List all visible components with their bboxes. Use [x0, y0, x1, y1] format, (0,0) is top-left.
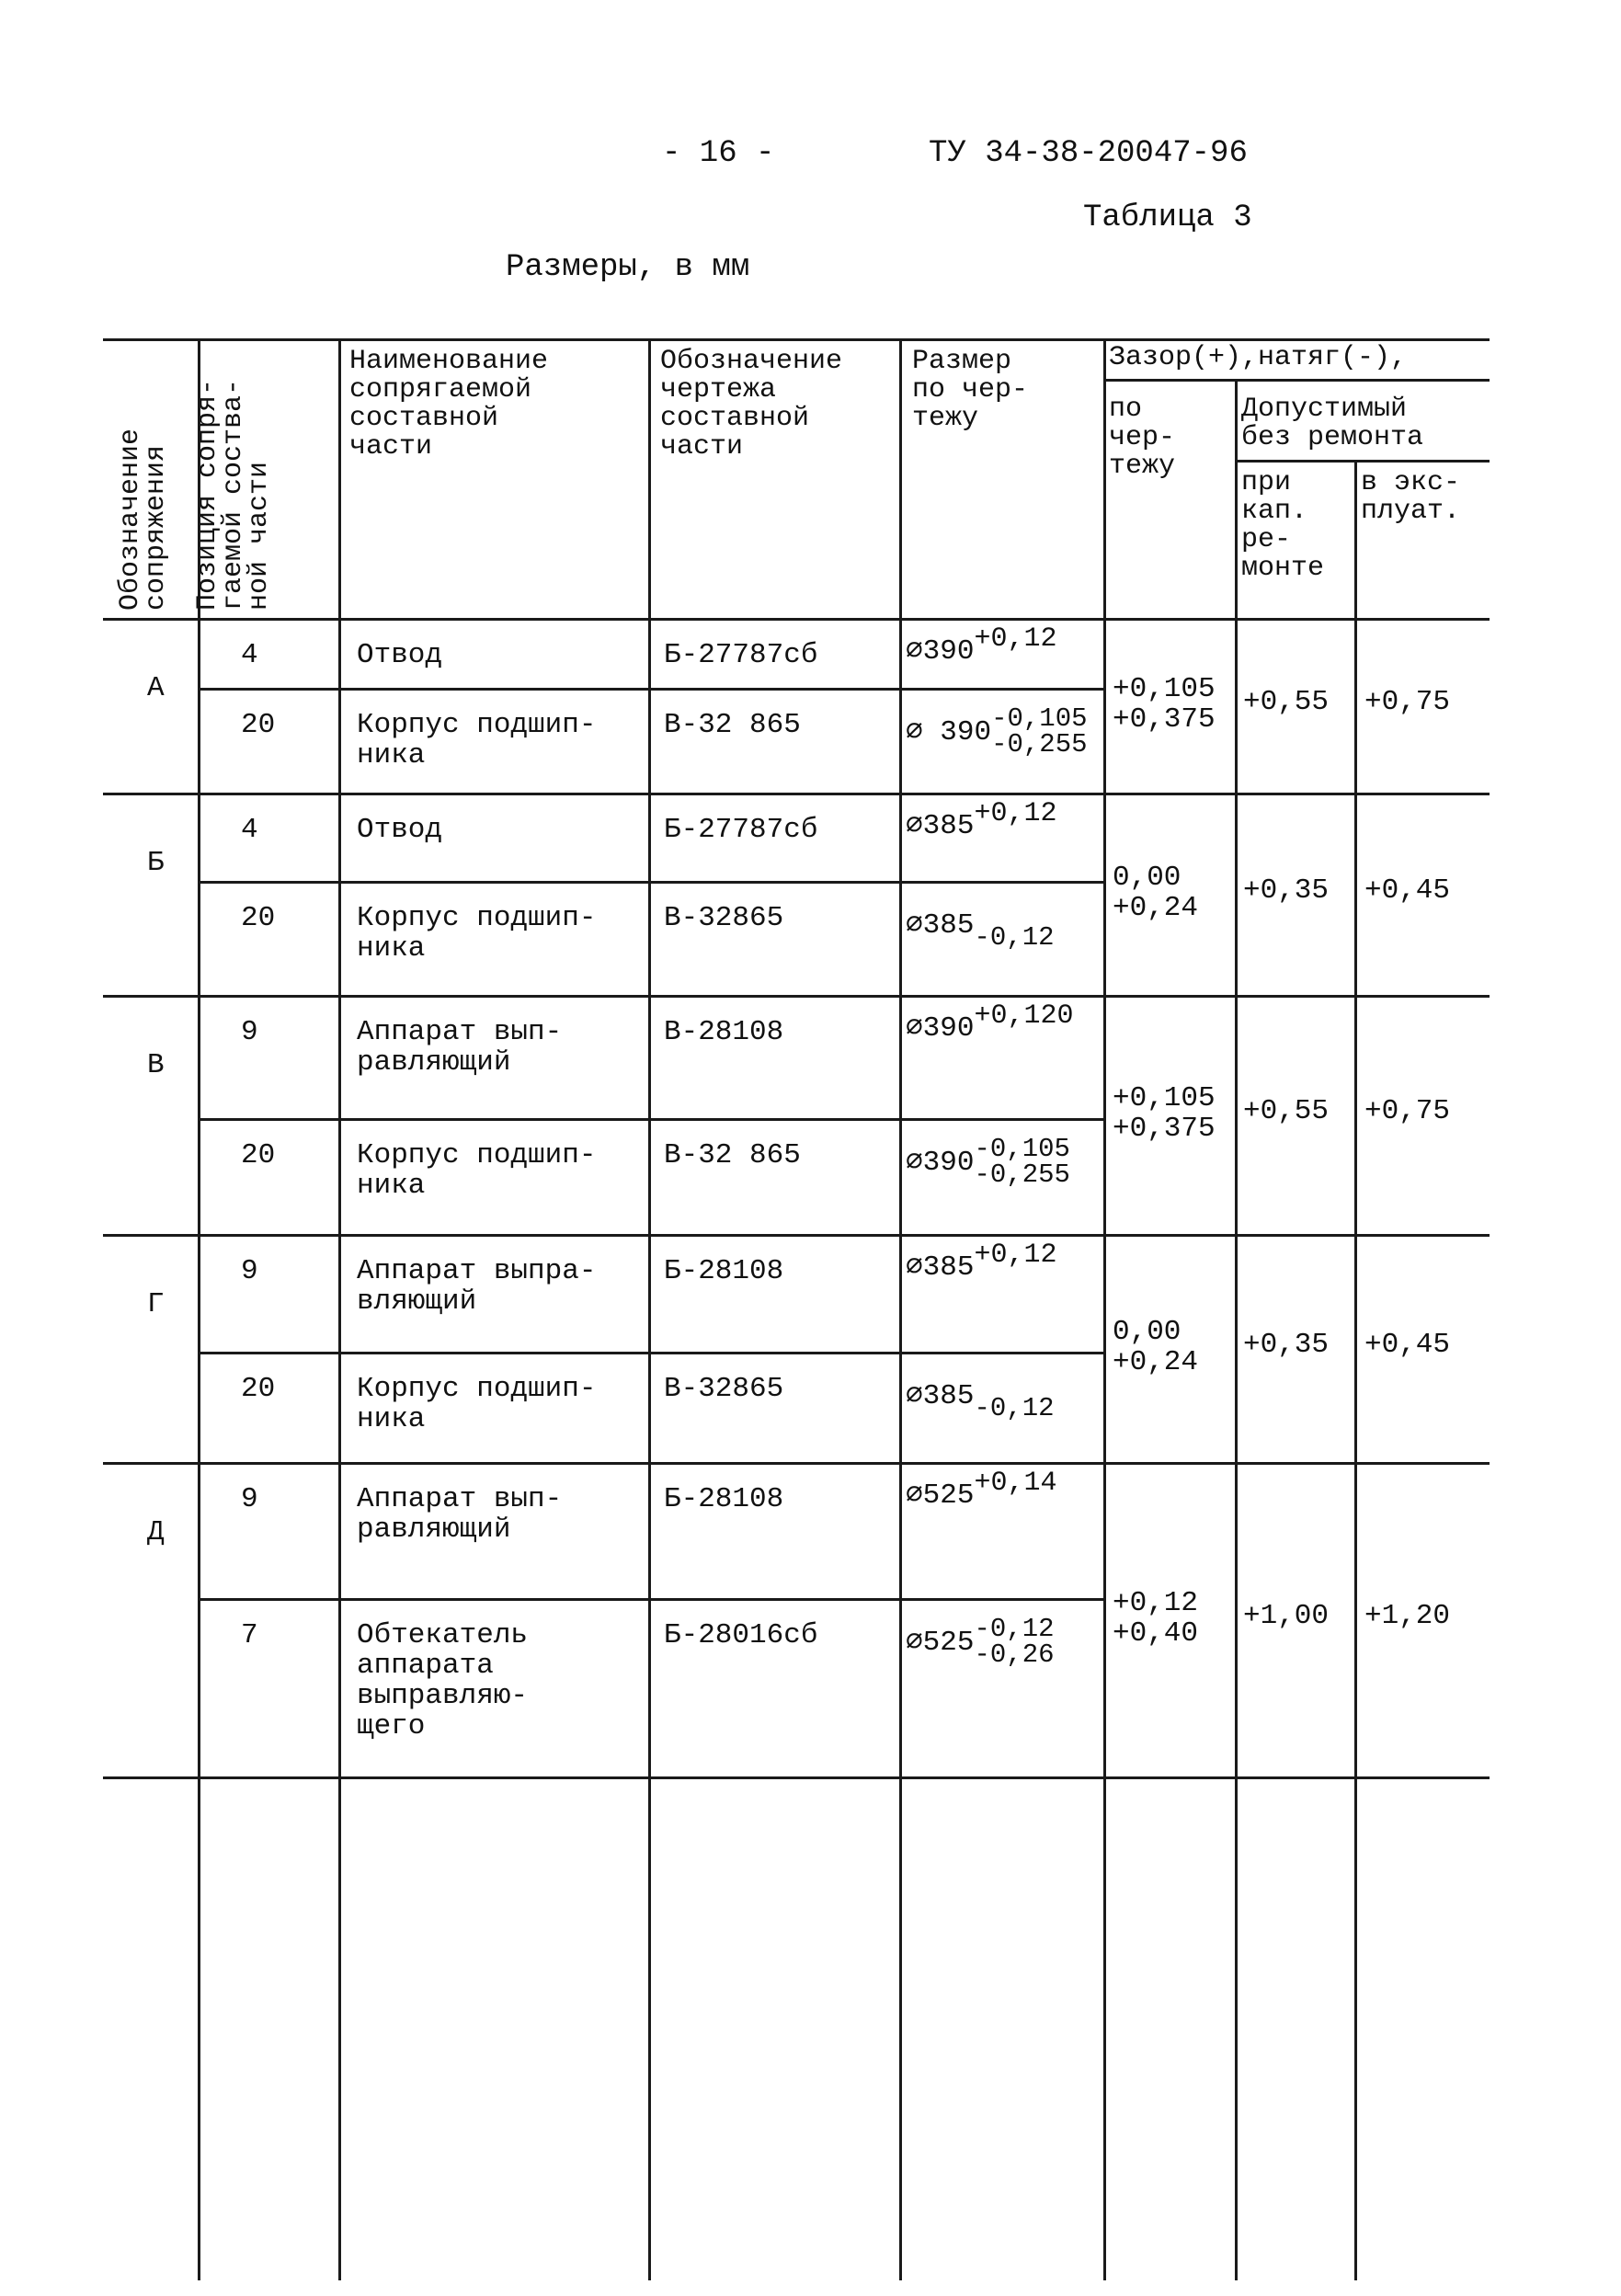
allowed-cap-repair: +0,35 [1243, 1329, 1330, 1361]
header-cap-repair: при кап. ре- монте [1241, 467, 1325, 584]
position-number: 9 [241, 1016, 258, 1048]
size-by-drawing [906, 899, 1055, 951]
header-position: Позиция сопря- гаемой соства- ной части [192, 378, 275, 611]
allowed-cap-repair: +0,55 [1243, 1095, 1330, 1127]
joint-letter: А [147, 672, 165, 704]
column-divider [1235, 379, 1238, 2280]
allowed-cap-repair: +0,35 [1243, 874, 1330, 907]
size-upper-tolerance: -0,105 [974, 1134, 1070, 1164]
size-lower-tolerance: -0,255 [974, 1159, 1070, 1190]
size-upper-tolerance: +0,14 [974, 1468, 1057, 1499]
allowed-in-service: +0,75 [1364, 1095, 1451, 1127]
part-name: Аппарат вып- равляющий [357, 1016, 563, 1079]
drawing-number: В-32 865 [664, 709, 801, 741]
gap-by-drawing: +0,105 +0,375 [1113, 1082, 1216, 1145]
size-base: ⌀ 390 [906, 716, 992, 749]
row-separator [198, 688, 1103, 691]
size-by-drawing [906, 1134, 1070, 1190]
allowed-in-service: +0,75 [1364, 686, 1451, 718]
drawing-number: Б-27787сб [664, 639, 818, 671]
size-tolerance-stack [974, 899, 1054, 951]
table-title: Таблица 3 [1083, 200, 1252, 235]
position-number: 4 [241, 639, 258, 671]
size-base: ⌀385 [906, 1251, 975, 1284]
size-upper-tolerance [974, 1370, 1054, 1396]
row-separator [198, 1118, 1103, 1121]
column-divider [899, 338, 902, 2280]
size-base: ⌀525 [906, 1627, 975, 1660]
size-upper-tolerance [974, 899, 1054, 925]
size-base: ⌀385 [906, 909, 975, 942]
part-name: Аппарат вып- равляющий [357, 1483, 563, 1546]
drawing-number: Б-27787сб [664, 814, 818, 846]
column-divider [338, 338, 341, 2280]
part-name: Отвод [357, 814, 443, 846]
header-size: Размер по чер- тежу [912, 346, 1029, 434]
drawing-number: Б-28108 [664, 1255, 784, 1287]
header-name: Наименование сопрягаемой составной части [349, 346, 549, 463]
size-base: ⌀390 [906, 635, 975, 668]
gap-by-drawing: +0,12 +0,40 [1113, 1587, 1199, 1650]
column-divider [1354, 460, 1357, 2280]
size-upper-tolerance: +0,12 [974, 623, 1057, 655]
allowed-cap-repair: +1,00 [1243, 1600, 1330, 1632]
column-divider [198, 338, 200, 2280]
row-separator [198, 1598, 1103, 1601]
column-divider [648, 338, 651, 2280]
size-lower-tolerance: -0,255 [991, 729, 1088, 760]
header-rule-gap [1103, 379, 1490, 382]
gap-by-drawing: 0,00 +0,24 [1113, 1316, 1199, 1378]
size-lower-tolerance: -0,26 [974, 1639, 1055, 1670]
joint-letter: Г [147, 1288, 165, 1320]
part-name: Корпус подшип- ника [357, 1139, 597, 1202]
header-gap: Зазор(+),натяг(-), [1109, 342, 1408, 373]
position-number: 20 [241, 1373, 276, 1405]
size-by-drawing [906, 1370, 1055, 1422]
size-by-drawing [906, 1239, 1057, 1284]
drawing-number: В-28108 [664, 1016, 784, 1048]
header-in-service: в экс- плуат. [1361, 467, 1461, 527]
header-gap-drawing: по чер- тежу [1109, 394, 1176, 482]
allowed-in-service: +1,20 [1364, 1600, 1451, 1632]
size-upper-tolerance: -0,12 [974, 1614, 1055, 1644]
drawing-number: Б-28108 [664, 1483, 784, 1515]
units-caption: Размеры, в мм [506, 250, 750, 285]
position-number: 20 [241, 1139, 276, 1171]
joint-letter: Б [147, 847, 165, 879]
position-number: 7 [241, 1619, 258, 1651]
drawing-number: В-32 865 [664, 1139, 801, 1171]
column-divider [1103, 338, 1106, 2280]
position-number: 9 [241, 1483, 258, 1515]
size-base: ⌀390 [906, 1012, 975, 1045]
size-lower-tolerance: -0,12 [974, 922, 1055, 953]
header-bottom-border [103, 618, 1490, 621]
header-joint: Обозначение сопряжения [115, 428, 172, 611]
gap-by-drawing: +0,105 +0,375 [1113, 673, 1216, 736]
size-upper-tolerance: +0,120 [974, 1000, 1074, 1032]
allowed-cap-repair: +0,55 [1243, 686, 1330, 718]
part-name: Отвод [357, 639, 443, 671]
group-separator [103, 995, 1490, 998]
part-name: Обтекатель аппарата выправляю- щего [357, 1619, 529, 1742]
header-rule-allowed [1235, 460, 1490, 463]
position-number: 9 [241, 1255, 258, 1287]
size-upper-tolerance: +0,12 [974, 798, 1057, 829]
header-allowed: Допустимый без ремонта [1241, 394, 1424, 453]
position-number: 20 [241, 709, 276, 741]
group-separator [103, 1462, 1490, 1465]
allowed-in-service: +0,45 [1364, 874, 1451, 907]
size-by-drawing [906, 1000, 1074, 1045]
part-name: Корпус подшип- ника [357, 902, 597, 965]
drawing-number: Б-28016сб [664, 1619, 818, 1651]
joint-letter: Д [147, 1516, 165, 1548]
size-base: ⌀385 [906, 810, 975, 842]
row-separator [198, 1352, 1103, 1354]
document-code: ТУ 34-38-20047-96 [929, 136, 1248, 171]
position-number: 4 [241, 814, 258, 846]
size-by-drawing [906, 623, 1057, 668]
group-separator [103, 793, 1490, 795]
size-tolerance-stack [991, 703, 1088, 760]
part-name: Корпус подшип- ника [357, 709, 597, 771]
group-separator [103, 1234, 1490, 1237]
table-top-border [103, 338, 1490, 341]
allowed-in-service: +0,45 [1364, 1329, 1451, 1361]
size-upper-tolerance: +0,12 [974, 1239, 1057, 1271]
part-name: Аппарат выпра- вляющий [357, 1255, 597, 1318]
drawing-number: В-32865 [664, 902, 784, 934]
joint-letter: В [147, 1049, 165, 1081]
header-drawing: Обозначение чертежа составной части [660, 346, 843, 463]
size-tolerance-stack [974, 1370, 1054, 1422]
gap-by-drawing: 0,00 +0,24 [1113, 862, 1199, 924]
size-base: ⌀385 [906, 1380, 975, 1413]
size-by-drawing [906, 1616, 1055, 1668]
size-upper-tolerance: -0,105 [991, 703, 1088, 734]
size-lower-tolerance: -0,12 [974, 1393, 1055, 1423]
size-base: ⌀525 [906, 1479, 975, 1512]
size-by-drawing [906, 703, 1088, 760]
position-number: 20 [241, 902, 276, 934]
table-footer-rule [103, 1776, 1490, 1779]
size-tolerance-stack [974, 1616, 1054, 1668]
size-base: ⌀390 [906, 1147, 975, 1180]
row-separator [198, 881, 1103, 884]
page-number: - 16 - [662, 136, 775, 171]
size-by-drawing [906, 798, 1057, 842]
size-by-drawing [906, 1468, 1057, 1512]
drawing-number: В-32865 [664, 1373, 784, 1405]
size-tolerance-stack [974, 1134, 1070, 1190]
part-name: Корпус подшип- ника [357, 1373, 597, 1435]
